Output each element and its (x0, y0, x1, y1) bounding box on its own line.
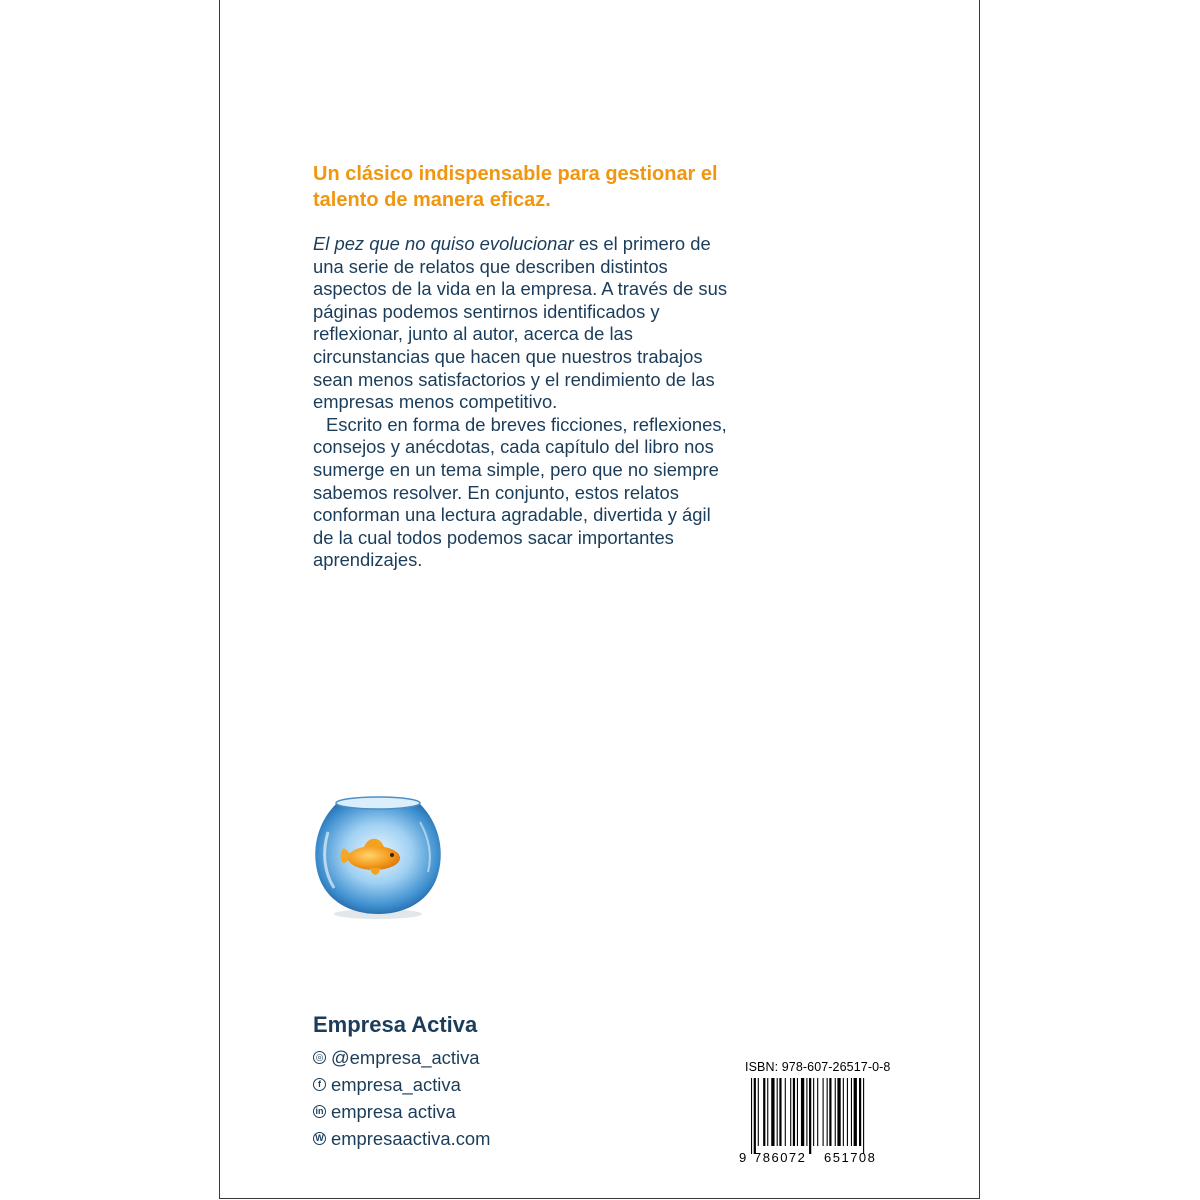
barcode-bar (817, 1078, 818, 1146)
barcode-bar (823, 1078, 824, 1146)
barcode-bar (763, 1078, 765, 1146)
barcode-digits-left: 786072 (754, 1150, 807, 1165)
facebook-icon: f (313, 1078, 326, 1091)
synopsis-paragraph-2: Escrito en forma de breves ficciones, reflexiones, consejos y anécdotas, cada capítulo del libro nos sumerge en un tema simple, pero que no siempre sabemos resolver. En conjunto, estos relatos conforman una lectura agradable, divertida y ágil de la cual todos podemos sacar importantes aprendizajes. (313, 413, 727, 571)
barcode-bar (829, 1078, 831, 1146)
barcode-bar (767, 1078, 768, 1146)
barcode-bar (797, 1078, 798, 1146)
barcode-bar (806, 1078, 807, 1146)
barcode-bar (863, 1078, 864, 1154)
social-links (313, 1044, 490, 1152)
barcode-digit-first: 9 (739, 1150, 747, 1165)
synopsis-paragraph-1-text: es el primero de una serie de relatos que describen distintos aspectos de la vida en la empresa. A través de sus páginas podemos sentirnos identificados y reflexionar, junto al autor, acerca de las circunstancias que hacen que nuestros trabajos sean menos satisfactorios y el rendimiento de las empresas menos competitivo. (313, 233, 728, 413)
book-title: El pez que no quiso evolucionar (313, 233, 574, 254)
barcode-bar (813, 1078, 814, 1146)
barcode-bar (751, 1078, 752, 1154)
synopsis-paragraph-1 (313, 233, 733, 414)
barcode-bar (827, 1078, 828, 1146)
barcode-bar (854, 1078, 857, 1146)
social-facebook-label: empresa_activa (331, 1073, 461, 1095)
barcode-bar (758, 1078, 759, 1146)
barcode-bar (777, 1078, 778, 1146)
barcode-bar (801, 1078, 804, 1146)
social-linkedin-label: empresa activa (331, 1100, 456, 1122)
headline: Un clásico indispensable para gestionar el talento de manera eficaz. (313, 163, 718, 211)
barcode (737, 1076, 897, 1166)
barcode-bar (859, 1078, 861, 1146)
social-instagram[interactable] (313, 1044, 490, 1071)
synopsis (313, 233, 733, 572)
social-linkedin[interactable] (313, 1098, 490, 1125)
social-web[interactable] (313, 1125, 490, 1152)
barcode-bar (754, 1078, 756, 1154)
instagram-icon: ◎ (313, 1051, 326, 1064)
barcode-bar (793, 1078, 795, 1146)
social-facebook[interactable] (313, 1071, 490, 1098)
barcode-bar (835, 1078, 836, 1146)
social-web-label: empresaactiva.com (331, 1127, 491, 1149)
web-icon: W (313, 1132, 326, 1145)
barcode-bars (751, 1078, 864, 1154)
linkedin-icon: in (313, 1105, 326, 1118)
barcode-bar (790, 1078, 791, 1146)
social-instagram-label: @empresa_activa (331, 1046, 480, 1068)
barcode-digits-right: 651708 (824, 1150, 877, 1165)
barcode-bar (785, 1078, 786, 1146)
isbn-label: ISBN: 978-607-26517-0-8 (745, 1060, 891, 1074)
barcode-bar (843, 1078, 844, 1146)
barcode-bar (779, 1078, 781, 1146)
barcode-bar (847, 1078, 848, 1146)
fishbowl-illustration (308, 792, 448, 922)
barcode-bar (851, 1078, 852, 1146)
publisher-name: Empresa Activa (313, 1012, 478, 1037)
barcode-bar (771, 1078, 774, 1146)
barcode-bar (809, 1078, 811, 1154)
barcode-bar (837, 1078, 840, 1146)
